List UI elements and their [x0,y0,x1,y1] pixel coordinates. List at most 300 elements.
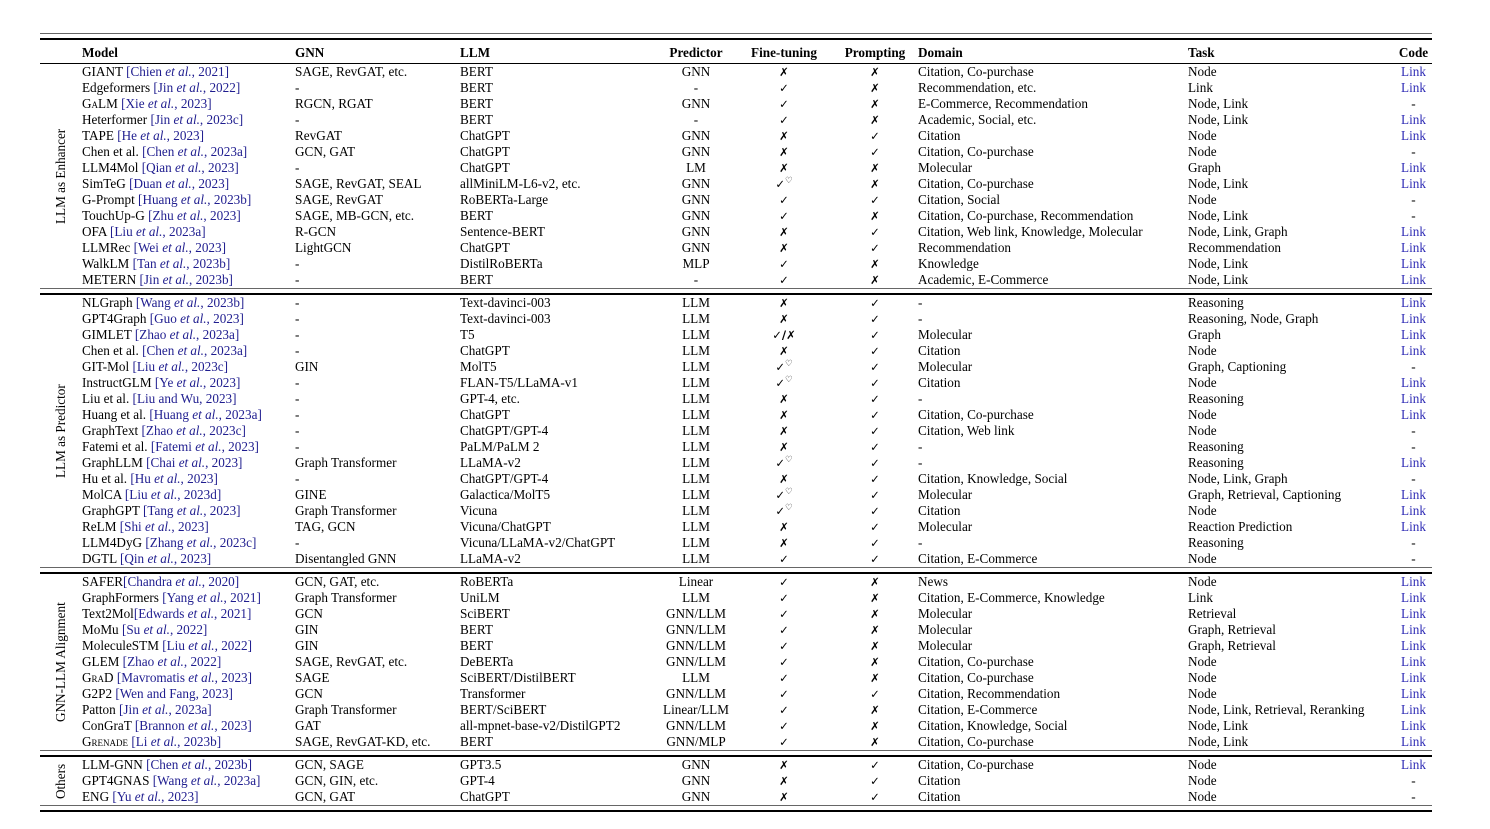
code-cell [1395,96,1432,112]
citation-link[interactable]: [Xie et al., 2023] [121,96,212,111]
citation-link[interactable]: [Liu and Wu, 2023] [132,391,237,406]
citation-link[interactable]: [Chen et al., 2023a] [142,343,248,358]
citation-link[interactable]: [Liu et al., 2023d] [124,487,222,502]
code-link[interactable]: Link [1401,503,1426,518]
code-dash: - [1411,208,1416,223]
fine-tuning-cell [736,240,832,256]
model-cell [82,535,295,551]
llm-cell: FLAN-T5/LLaMA-v1 [460,375,578,390]
llm-cell: SciBERT/DistilBERT [460,670,576,685]
gnn-cell: GAT [295,718,321,733]
code-link[interactable]: Link [1401,375,1426,390]
fine-tuning-mark: ✗ [779,65,789,79]
code-link[interactable]: Link [1401,622,1426,637]
code-dash: - [1411,96,1416,111]
llm-cell: Galactica/MolT5 [460,487,551,502]
model-name: GraphFormers [82,590,159,605]
model-name: Edgeformers [82,80,151,95]
fine-tuning-cell [736,503,832,519]
prompting-cell [832,535,918,551]
task-cell: Node, Link, Retrieval, Reranking [1188,702,1365,717]
llm-cell: MolT5 [460,359,497,374]
citation-link[interactable]: [Yang et al., 2021] [162,590,261,605]
model-cell [82,375,295,391]
task-cell: Node, Link [1188,718,1249,733]
domain-cell: Citation, Co-purchase [918,176,1034,191]
model-name: MoMu [82,622,119,637]
code-dash: - [1411,551,1416,566]
citation-link[interactable]: [Zhu et al., 2023] [148,208,241,223]
code-link[interactable]: Link [1401,734,1426,749]
citation-link[interactable]: [Huang et al., 2023a] [149,407,262,422]
prompting-cell [832,702,918,718]
gnn-cell: - [295,327,300,342]
citation-link[interactable]: [He et al., 2023] [117,128,205,143]
code-link[interactable]: Link [1401,670,1426,685]
prompting-mark: ✓ [870,758,880,772]
table-row [40,391,1432,407]
table-row [40,590,1432,606]
code-link[interactable]: Link [1401,638,1426,653]
citation-link[interactable]: [Chien et al., 2021] [126,64,230,79]
llm-cell: RoBERTa-Large [460,192,549,207]
model-cell [82,756,295,773]
domain-cell: Citation, E-Commerce [918,551,1038,566]
task-cell: Node [1188,503,1217,518]
llm-cell: T5 [460,327,475,342]
prompting-mark: ✗ [870,257,880,271]
domain-cell: Academic, Social, etc. [918,112,1037,127]
prompting-mark: ✓ [870,504,880,518]
citation-link[interactable]: [Jin et al., 2023b] [139,272,233,287]
prompting-cell [832,407,918,423]
fine-tuning-cell [736,622,832,638]
group-label-cell [40,294,82,568]
citation-link[interactable]: [Duan et al., 2023] [129,176,230,191]
fine-tuning-mark: ✓♡ [775,359,793,374]
fine-tuning-cell [736,327,832,343]
prompting-mark: ✓ [870,790,880,804]
column-header-task: Task [1188,39,1395,64]
citation-link[interactable]: [Liu et al., 2023a] [109,224,206,239]
gnn-cell: GIN [295,638,319,653]
domain-cell: Citation, Recommendation [918,686,1061,701]
llm-cell: BERT [460,80,493,95]
table-row [40,686,1432,702]
gnn-cell: GINE [295,487,327,502]
table-row [40,439,1432,455]
rule-line [40,806,1432,812]
code-link[interactable]: Link [1401,519,1426,534]
code-cell [1395,535,1432,551]
model-name: METERN [82,272,137,287]
predictor-cell: LLM [682,439,710,454]
domain-cell: Citation, Social [918,192,1001,207]
fine-tuning-mark: ✓♡ [775,455,793,470]
task-cell: Reasoning [1188,455,1244,470]
gnn-cell: GCN, GAT, etc. [295,574,380,589]
prompting-mark: ✓ [870,241,880,255]
gnn-cell: GIN [295,359,319,374]
citation-link[interactable]: [Chen et al., 2023b] [146,757,252,772]
model-name: Hu et al. [82,471,128,486]
table-row [40,654,1432,670]
code-link[interactable]: Link [1401,128,1426,143]
code-link[interactable]: Link [1401,407,1426,422]
code-link[interactable]: Link [1401,295,1426,310]
citation-link[interactable]: [Shi et al., 2023] [119,519,209,534]
model-cell [82,503,295,519]
domain-cell: Academic, E-Commerce [918,272,1049,287]
task-cell: Node, Link [1188,734,1249,749]
code-link[interactable]: Link [1401,606,1426,621]
prompting-cell [832,391,918,407]
citation-link[interactable]: [Chai et al., 2023] [146,455,243,470]
task-cell: Link [1188,590,1213,605]
model-name: InstructGLM [82,375,152,390]
prompting-mark: ✓ [870,376,880,390]
table-row [40,144,1432,160]
llm-cell: Transformer [460,686,526,701]
predictor-cell: LLM [682,391,710,406]
domain-cell: Molecular [918,327,973,342]
task-cell: Node, Link [1188,208,1249,223]
task-cell: Reaction Prediction [1188,519,1293,534]
code-cell [1395,176,1432,192]
gnn-cell: TAG, GCN [295,519,356,534]
predictor-cell: GNN [681,128,711,143]
table-row [40,192,1432,208]
domain-cell: Knowledge [918,256,979,271]
code-link[interactable]: Link [1401,455,1426,470]
code-cell [1395,144,1432,160]
fine-tuning-mark: ✗ [779,408,789,422]
llm-cell: GPT-4 [460,773,495,788]
fine-tuning-mark: ✓ [779,623,789,637]
prompting-mark: ✓ [870,296,880,310]
code-link[interactable]: Link [1401,64,1426,79]
gnn-cell: RevGAT [295,128,342,143]
table-row [40,240,1432,256]
group-llm-as-predictor [40,294,1432,573]
code-link[interactable]: Link [1401,391,1426,406]
domain-cell: Citation, Web link [918,423,1015,438]
fine-tuning-mark: ✓ [779,671,789,685]
model-name: Liu et al. [82,391,130,406]
prompting-cell [832,240,918,256]
prompting-mark: ✓ [870,344,880,358]
gnn-cell: - [295,407,300,422]
gnn-cell: - [295,439,300,454]
predictor-cell: - [693,80,699,95]
llm-cell: Vicuna/ChatGPT [460,519,551,534]
prompting-cell [832,160,918,176]
group-others [40,756,1432,811]
code-link[interactable]: Link [1401,240,1426,255]
fine-tuning-mark: ✓ [779,575,789,589]
llm-cell: ChatGPT [460,144,510,159]
code-link[interactable]: Link [1401,574,1426,589]
domain-cell: Citation [918,128,961,143]
prompting-cell [832,192,918,208]
table-row [40,756,1432,773]
model-cell [82,256,295,272]
fine-tuning-cell [736,80,832,96]
domain-cell: - [918,455,923,470]
fine-tuning-mark: ✗ [779,129,789,143]
predictor-cell: GNN [681,789,711,804]
fine-tuning-cell [736,654,832,670]
predictor-cell: LLM [682,407,710,422]
code-cell [1395,391,1432,407]
task-cell: Node [1188,773,1217,788]
llm-cell: UniLM [460,590,500,605]
fine-tuning-mark: ✗ [779,424,789,438]
fine-tuning-mark: ✓ [779,209,789,223]
gnn-cell: RGCN, RGAT [295,96,373,111]
domain-cell: Citation, Knowledge, Social [918,471,1068,486]
code-link[interactable]: Link [1401,487,1426,502]
llm-cell: ChatGPT [460,343,510,358]
citation-link[interactable]: [Guo et al., 2023] [149,311,244,326]
code-link[interactable]: Link [1401,311,1426,326]
fine-tuning-cell [736,686,832,702]
model-cell [82,590,295,606]
code-link[interactable]: Link [1401,757,1426,772]
prompting-mark: ✓ [870,145,880,159]
model-cell [82,311,295,327]
code-link[interactable]: Link [1401,590,1426,605]
code-link[interactable]: Link [1401,272,1426,287]
citation-link[interactable]: [Zhao et al., 2023a] [134,327,240,342]
citation-link[interactable]: [Jin et al., 2023c] [150,112,244,127]
gnn-cell: GCN, GAT [295,789,356,804]
citation-link[interactable]: [Wang et al., 2023b] [135,295,245,310]
citation-link[interactable]: [Li et al., 2023b] [131,734,222,749]
code-link[interactable]: Link [1401,160,1426,175]
task-cell: Link [1188,80,1213,95]
code-link[interactable]: Link [1401,256,1426,271]
fine-tuning-cell [736,734,832,751]
citation-link[interactable]: [Chandra et al., 2020] [123,574,240,589]
model-name: GraphText [82,423,139,438]
code-dash: - [1411,359,1416,374]
llm-cell: DeBERTa [460,654,514,669]
citation-link[interactable]: [Brannon et al., 2023] [134,718,252,733]
code-dash: - [1411,423,1416,438]
table-row [40,734,1432,751]
code-dash: - [1411,535,1416,550]
citation-link[interactable]: [Edwards et al., 2021] [133,606,252,621]
llm-cell: BERT [460,638,493,653]
model-name: LLM4DyG [82,535,143,550]
prompting-cell [832,294,918,311]
citation-link[interactable]: [Zhang et al., 2023c] [145,535,257,550]
prompting-cell [832,375,918,391]
citation-link[interactable]: [Hu et al., 2023] [130,471,218,486]
code-link[interactable]: Link [1401,702,1426,717]
task-cell: Graph, Retrieval [1188,638,1276,653]
model-cell [82,272,295,289]
task-cell: Node [1188,670,1217,685]
gnn-cell: GCN, GIN, etc. [295,773,379,788]
prompting-mark: ✓ [870,488,880,502]
prompting-cell [832,718,918,734]
citation-link[interactable]: [Ye et al., 2023] [154,375,241,390]
llm-cell: PaLM/PaLM 2 [460,439,540,454]
predictor-cell: LLM [682,343,710,358]
code-link[interactable]: Link [1401,327,1426,342]
fine-tuning-cell [736,535,832,551]
model-name: G2P2 [82,686,113,701]
domain-cell: Citation, Co-purchase, Recommendation [918,208,1134,223]
predictor-cell: LLM [682,327,710,342]
citation-link[interactable]: [Wang et al., 2023a] [152,773,261,788]
citation-link[interactable]: [Wen and Fang, 2023] [115,686,233,701]
gnn-cell: SAGE, RevGAT [295,192,383,207]
gnn-cell: R-GCN [295,224,337,239]
group-label-cell [40,756,82,806]
model-cell [82,455,295,471]
citation-link[interactable]: [Liu et al., 2022] [162,638,252,653]
code-cell [1395,487,1432,503]
code-link[interactable]: Link [1401,80,1426,95]
table-row [40,789,1432,806]
prompting-cell [832,272,918,289]
prompting-mark: ✗ [870,655,880,669]
group-label: LLM as Enhancer [53,128,68,224]
citation-link[interactable]: [Fatemi et al., 2023] [150,439,259,454]
llm-cell: BERT [460,96,493,111]
prompting-mark: ✓ [870,472,880,486]
domain-cell: Citation [918,375,961,390]
model-name: Text2Mol [82,606,134,621]
prompting-mark: ✗ [870,671,880,685]
citation-link[interactable]: [Qin et al., 2023] [119,551,212,566]
prompting-mark: ✓ [870,312,880,326]
code-link[interactable]: Link [1401,686,1426,701]
gnn-cell: Graph Transformer [295,503,397,518]
header-row [40,39,1432,64]
citation-link[interactable]: [Zhao et al., 2023c] [141,423,246,438]
citation-link[interactable]: [Su et al., 2022] [121,622,208,637]
citation-link[interactable]: [Yu et al., 2023] [112,789,199,804]
domain-cell: Citation, Co-purchase [918,757,1034,772]
citation-link[interactable]: [Zhao et al., 2022] [122,654,222,669]
prompting-cell [832,471,918,487]
predictor-cell: GNN [681,192,711,207]
predictor-cell: GNN/LLM [665,622,727,637]
fine-tuning-mark: ✓ [779,687,789,701]
code-cell [1395,622,1432,638]
citation-link[interactable]: [Tan et al., 2023b] [132,256,231,271]
code-link[interactable]: Link [1401,112,1426,127]
domain-cell: Molecular [918,487,973,502]
domain-cell: Citation [918,343,961,358]
model-cell [82,439,295,455]
code-link[interactable]: Link [1401,718,1426,733]
table-row [40,773,1432,789]
task-cell: Node [1188,407,1217,422]
code-cell [1395,573,1432,590]
prompting-mark: ✓ [870,392,880,406]
table-row [40,327,1432,343]
fine-tuning-cell [736,407,832,423]
gnn-cell: - [295,375,300,390]
task-cell: Node, Link [1188,176,1249,191]
predictor-cell: GNN/LLM [665,606,727,621]
task-cell: Node, Link [1188,112,1249,127]
model-name: LLMRec [82,240,131,255]
predictor-cell: LLM [682,670,710,685]
domain-cell: - [918,391,923,406]
domain-cell: - [918,295,923,310]
citation-link[interactable]: [Huang et al., 2023b] [138,192,252,207]
prompting-cell [832,606,918,622]
column-header-gnn: GNN [295,39,460,64]
citation-link[interactable]: [Chen et al., 2023a] [142,144,248,159]
predictor-cell: LLM [682,375,710,390]
code-link[interactable]: Link [1401,654,1426,669]
prompting-cell [832,208,918,224]
code-cell [1395,789,1432,806]
survey-table [40,33,1432,812]
fine-tuning-mark: ✓♡ [775,375,793,390]
fine-tuning-cell [736,272,832,289]
model-name: Heterformer [82,112,148,127]
domain-cell: - [918,439,923,454]
domain-cell: Citation, E-Commerce [918,702,1038,717]
table-row [40,96,1432,112]
task-cell: Reasoning [1188,535,1244,550]
prompting-cell [832,80,918,96]
model-name: DGTL [82,551,117,566]
table-row [40,208,1432,224]
fine-tuning-mark: ✓ [779,97,789,111]
code-link[interactable]: Link [1401,176,1426,191]
code-link[interactable]: Link [1401,224,1426,239]
prompting-cell [832,144,918,160]
table-row [40,423,1432,439]
citation-link[interactable]: [Qian et al., 2023] [141,160,239,175]
code-dash: - [1411,471,1416,486]
citation-link[interactable]: [Jin et al., 2023a] [119,702,212,717]
citation-link[interactable]: [Mavromatis et al., 2023] [116,670,253,685]
heart-superscript: ♡ [785,176,793,187]
code-cell [1395,112,1432,128]
table-row [40,256,1432,272]
task-cell: Node [1188,574,1217,589]
gnn-cell: LightGCN [295,240,352,255]
predictor-cell: GNN [681,240,711,255]
citation-link[interactable]: [Jin et al., 2022] [153,80,241,95]
column-header-domain: Domain [918,39,1188,64]
column-header-code: Code [1395,39,1432,64]
code-cell [1395,272,1432,289]
table-row [40,407,1432,423]
fine-tuning-cell [736,294,832,311]
domain-cell: Citation [918,773,961,788]
code-link[interactable]: Link [1401,343,1426,358]
llm-cell: SciBERT [460,606,510,621]
citation-link[interactable]: [Liu et al., 2023c] [132,359,229,374]
prompting-cell [832,439,918,455]
table-row [40,622,1432,638]
domain-cell: Recommendation [918,240,1012,255]
citation-link[interactable]: [Tang et al., 2023] [142,503,241,518]
prompting-cell [832,734,918,751]
citation-link[interactable]: [Wei et al., 2023] [133,240,226,255]
